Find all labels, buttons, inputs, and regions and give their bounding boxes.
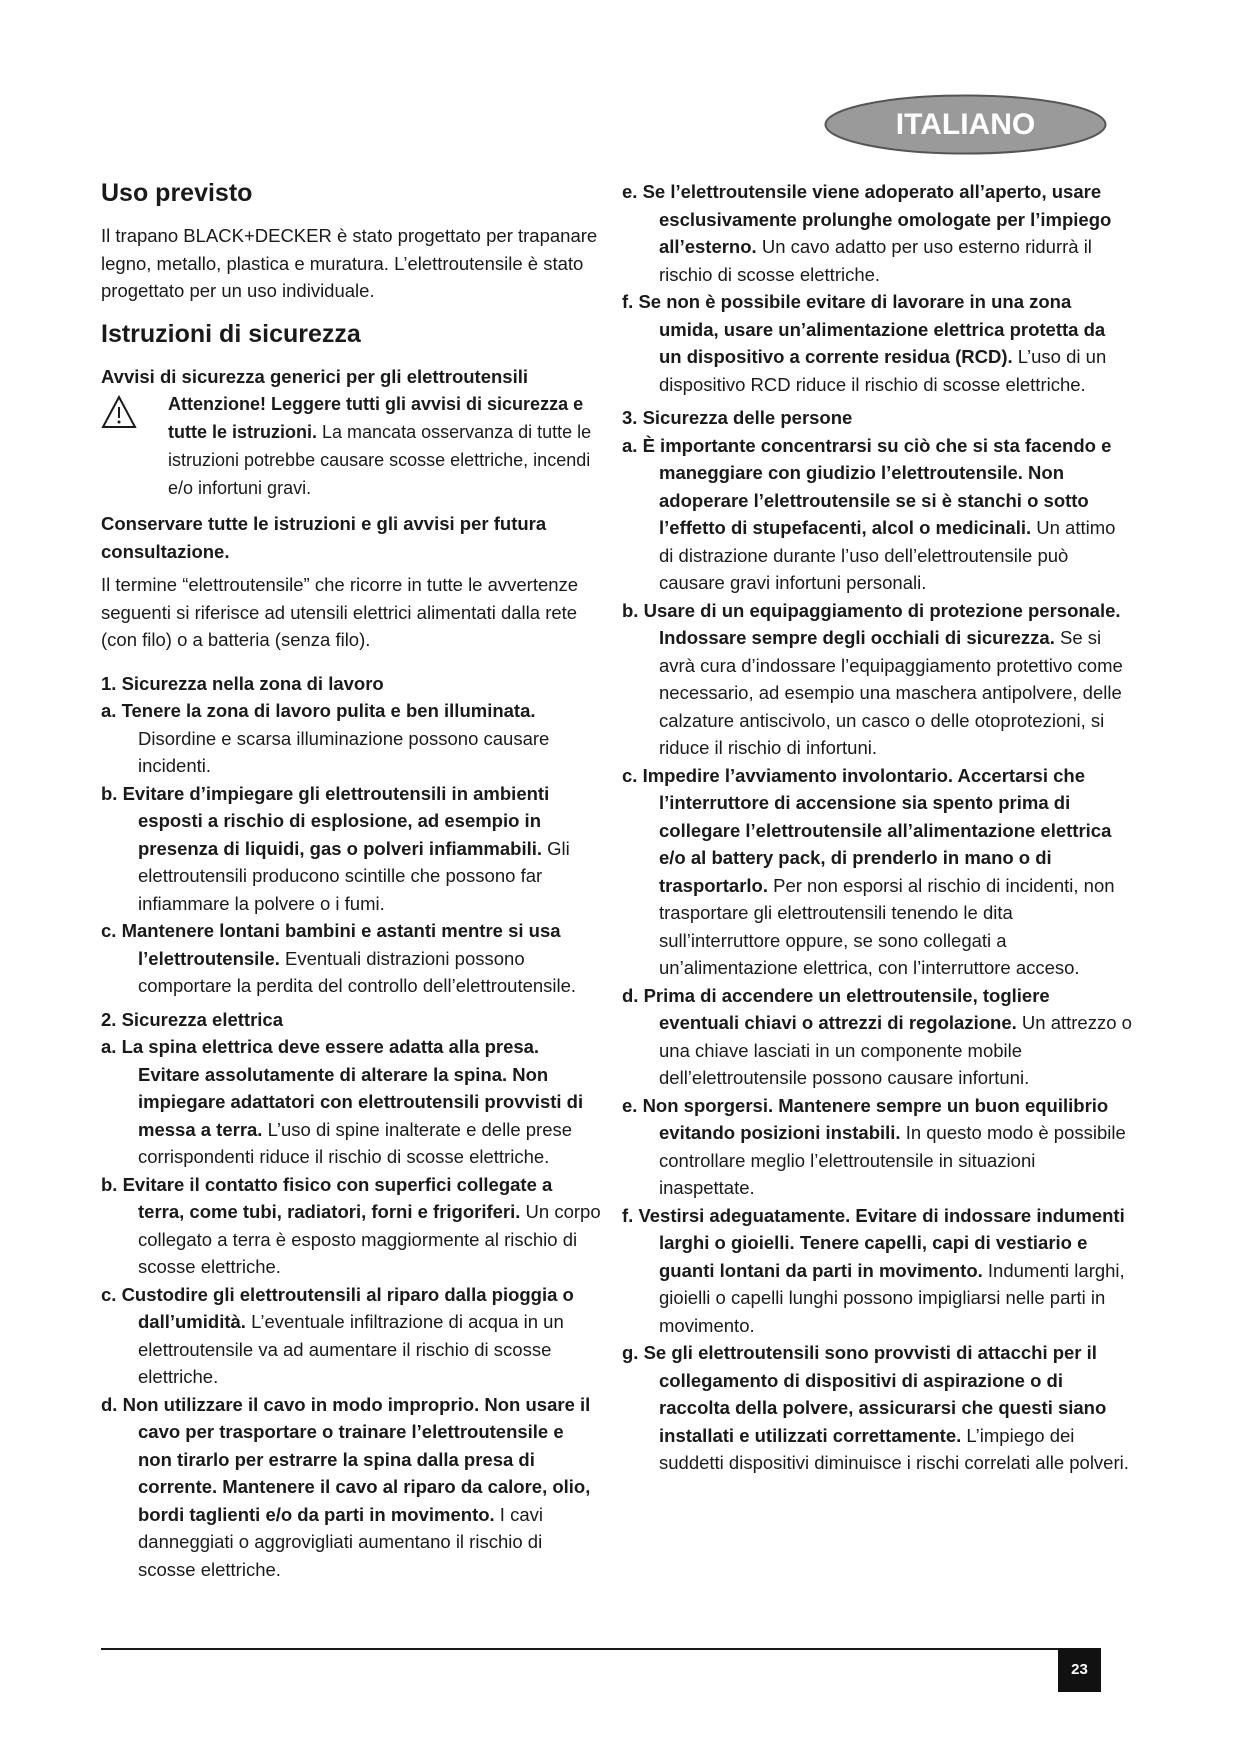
warning-text: La mancata osservanza di tutte le istruzioni potrebbe causare scosse elettriche, incendi e/o infortuni gravi. <box>168 422 592 498</box>
warning-block <box>101 390 601 502</box>
list-item: c. Impedire l’avviamento involontario. Accertarsi che l’interruttore di accensione sia spento prima di collegare l’elettroutensile all’alimentazione elettrica e/o al battery pack, di prenderlo in mano o di trasportarlo. Per non esporsi al rischio di incidenti, non trasportare gli elettroutensili tenendo le dita sull’interruttore oppure, se sono collegati a un’alimentazione elettrica, con l’interruttore acceso. <box>622 764 1115 978</box>
section-2-title: 2. Sicurezza elettrica <box>101 1008 284 1030</box>
list-item: a. La spina elettrica deve essere adatta alla presa. Evitare assolutamente di alterare la spina. Non impiegare adattatori con elettroutensili provvisti di messa a terra. L’uso di spine inalterate e delle prese corrispondenti riduce il rischio di scosse elettriche. <box>101 1036 584 1167</box>
list-item: c. Custodire gli elettroutensili al riparo dalla pioggia o dall’umidità. L’eventuale infiltrazione di acqua in un elettroutensile va ad aumentare il rischio di scosse elettriche. <box>101 1283 574 1387</box>
section-3-title: 3. Sicurezza delle persone <box>622 407 853 428</box>
list-item: f. Vestirsi adeguatamente. Evitare di indossare indumenti larghi o gioielli. Tenere capelli, capi di vestiario e guanti lontani da parti in movimento. Indumenti larghi, gioielli o capelli lunghi possono impigliarsi nelle parti in movimento. <box>622 1204 1125 1336</box>
heading-safety-instructions: Istruzioni di sicurezza <box>101 319 361 348</box>
list-item: d. Prima di accendere un elettroutensile, togliere eventuali chiavi o attrezzi di regolazione. Un attrezzo o una chiave lasciati in un componente mobile dell’elettroutensile possono causare infortuni. <box>622 984 1132 1088</box>
list-item: e. Se l’elettroutensile viene adoperato all’aperto, usare esclusivamente prolunghe omologate per l’impiego all’esterno. Un cavo adatto per uso esterno ridurrà il rischio di scosse elettriche. <box>622 181 1112 285</box>
list-item: b. Evitare d’impiegare gli elettroutensili in ambienti esposti a rischio di esplosione, ad esempio in presenza di liquidi, gas o polveri infiammabili. Gli elettroutensili producono scintille che possono far infiammare la polvere o i fumi. <box>101 782 570 914</box>
warning-triangle-icon <box>101 394 137 430</box>
language-label: ITALIANO <box>895 108 1036 141</box>
left-column <box>101 178 601 1583</box>
subheading-general-warnings: Avvisi di sicurezza generici per gli elettroutensili <box>101 365 529 387</box>
section-1-title: 1. Sicurezza nella zona di lavoro <box>101 672 384 694</box>
right-column <box>622 178 1132 1477</box>
warning-bold: Attenzione! Leggere tutti gli avvisi di sicurezza e tutte le istruzioni. <box>168 394 584 442</box>
list-item: c. Mantenere lontani bambini e astanti mentre si usa l’elettroutensile. Eventuali distrazioni possono comportare la perdita del controllo dell’elettroutensile. <box>101 920 577 996</box>
intended-use-text: Il trapano BLACK+DECKER è stato progettato per trapanare legno, metallo, plastica e muratura. L’elettroutensile è stato progettato per un uso individuale. <box>101 225 598 301</box>
list-item: b. Usare di un equipaggiamento di protezione personale. Indossare sempre degli occhiali di sicurezza. Se si avrà cura d’indossare l’equipaggiamento protettivo come necessario, ad esempio una maschera antipolvere, delle calzature antiscivolo, un casco o delle otoprotezioni, si riduce il rischio di infortuni. <box>622 599 1123 758</box>
term-definition: Il termine “elettroutensile” che ricorre in tutte le avvertenze seguenti si riferisce ad utensili elettrici alimentati dalla rete (con filo) o a batteria (senza filo). <box>101 574 579 650</box>
list-item: e. Non sporgersi. Mantenere sempre un buon equilibrio evitando posizioni instabili. In questo modo è possibile controllare meglio l’elettroutensile in situazioni inaspettate. <box>622 1094 1126 1198</box>
footer-rule <box>101 1648 1101 1650</box>
list-item: a. È importante concentrarsi su ciò che si sta facendo e maneggiare con giudizio l’elettroutensile. Non adoperare l’elettroutensile se si è stanchi o sotto l’effetto di stupefacenti, alcol o medicinali. Un attimo di distrazione durante l’uso dell’elettroutensile può causare gravi infortuni personali. <box>622 434 1116 593</box>
page-number: 23 <box>1058 1648 1101 1692</box>
list-item: d. Non utilizzare il cavo in modo improprio. Non usare il cavo per trasportare o trainare l’elettroutensile e non tirarlo per estrarre la spina dalla presa di corrente. Mantenere il cavo al riparo da calore, olio, bordi taglienti e/o da parti in movimento. I cavi danneggiati o aggrovigliati aumentano il rischio di scosse elettriche. <box>101 1393 591 1580</box>
list-item: g. Se gli elettroutensili sono provvisti di attacchi per il collegamento di dispositivi di aspirazione o di raccolta della polvere, assicurarsi che questi siano installati e utilizzati correttamente. L’impiego dei suddetti dispositivi diminuisce i rischi correlati alle polveri. <box>622 1342 1129 1473</box>
list-item: b. Evitare il contatto fisico con superfici collegate a terra, come tubi, radiatori, forni e frigoriferi. Un corpo collegato a terra è esposto maggiormente al rischio di scosse elettriche. <box>101 1173 601 1277</box>
keep-instructions: Conservare tutte le istruzioni e gli avvisi per futura consultazione. <box>101 513 547 562</box>
heading-intended-use: Uso previsto <box>101 179 253 207</box>
list-item: f. Se non è possibile evitare di lavorare in una zona umida, usare un’alimentazione elettrica protetta da un dispositivo a corrente residua (RCD). L’uso di un dispositivo RCD riduce il rischio di scosse elettriche. <box>622 291 1107 395</box>
list-item: a. Tenere la zona di lavoro pulita e ben illuminata. Disordine e scarsa illuminazione possono causare incidenti. <box>101 700 550 776</box>
